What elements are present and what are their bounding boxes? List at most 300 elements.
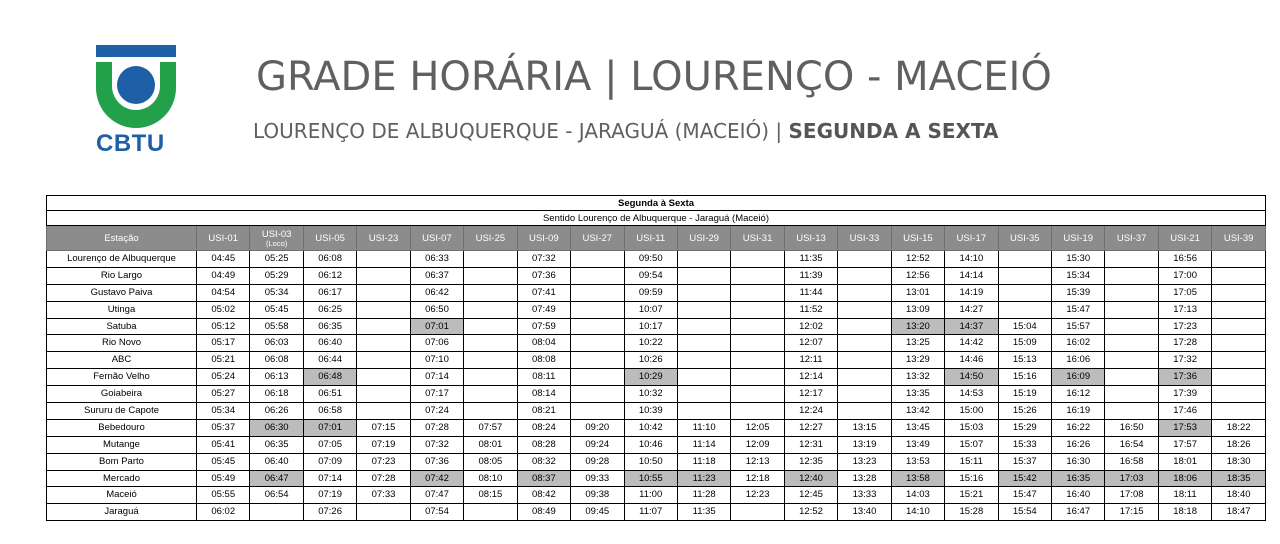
time-cell: 08:15 <box>464 487 517 504</box>
time-cell: 09:38 <box>571 487 624 504</box>
time-cell <box>677 335 730 352</box>
time-cell: 12:23 <box>731 487 784 504</box>
time-cell: 12:40 <box>784 470 837 487</box>
time-cell: 12:09 <box>731 436 784 453</box>
time-cell: 07:49 <box>517 301 570 318</box>
time-cell <box>1105 335 1158 352</box>
time-cell: 07:47 <box>410 487 463 504</box>
time-cell: 15:07 <box>945 436 998 453</box>
time-cell: 16:30 <box>1052 453 1105 470</box>
train-header <box>1105 226 1158 251</box>
table-row <box>47 352 1266 369</box>
time-cell: 16:06 <box>1052 352 1105 369</box>
table-row <box>47 386 1266 403</box>
time-cell: 08:42 <box>517 487 570 504</box>
time-cell: 16:12 <box>1052 386 1105 403</box>
time-cell: 06:48 <box>303 369 356 386</box>
time-cell <box>464 284 517 301</box>
time-cell: 12:52 <box>784 504 837 521</box>
time-cell: 12:13 <box>731 453 784 470</box>
time-cell <box>464 352 517 369</box>
time-cell: 12:14 <box>784 369 837 386</box>
station-header: Estação <box>47 226 197 251</box>
time-cell: 16:58 <box>1105 453 1158 470</box>
time-cell: 11:14 <box>677 436 730 453</box>
time-cell <box>731 301 784 318</box>
time-cell: 12:05 <box>731 419 784 436</box>
time-cell: 16:09 <box>1052 369 1105 386</box>
time-cell: 07:14 <box>303 470 356 487</box>
time-cell <box>998 301 1051 318</box>
time-cell: 15:16 <box>945 470 998 487</box>
train-header <box>1212 226 1266 251</box>
time-cell: 07:26 <box>303 504 356 521</box>
time-cell <box>464 301 517 318</box>
time-cell <box>571 352 624 369</box>
time-cell: 14:50 <box>945 369 998 386</box>
time-cell: 05:45 <box>197 453 250 470</box>
time-cell: 14:10 <box>891 504 944 521</box>
time-cell: 08:14 <box>517 386 570 403</box>
time-cell: 12:02 <box>784 318 837 335</box>
time-cell: 11:00 <box>624 487 677 504</box>
time-cell: 11:18 <box>677 453 730 470</box>
time-cell: 06:42 <box>410 284 463 301</box>
time-cell: 06:33 <box>410 251 463 268</box>
time-cell: 12:07 <box>784 335 837 352</box>
train-header <box>784 226 837 251</box>
time-cell: 11:39 <box>784 267 837 284</box>
time-cell: 12:27 <box>784 419 837 436</box>
time-cell: 08:01 <box>464 436 517 453</box>
time-cell: 13:15 <box>838 419 891 436</box>
time-cell: 18:40 <box>1212 487 1266 504</box>
table-row <box>47 419 1266 436</box>
time-cell: 05:45 <box>250 301 303 318</box>
station-name: Rio Novo <box>47 335 197 352</box>
time-cell: 16:35 <box>1052 470 1105 487</box>
time-cell <box>998 251 1051 268</box>
time-cell: 15:13 <box>998 352 1051 369</box>
time-cell <box>357 335 410 352</box>
table-row <box>47 504 1266 521</box>
time-cell <box>357 386 410 403</box>
time-cell <box>1212 301 1266 318</box>
time-cell: 12:18 <box>731 470 784 487</box>
time-cell: 18:11 <box>1158 487 1211 504</box>
time-cell <box>838 369 891 386</box>
time-cell: 14:10 <box>945 251 998 268</box>
time-cell <box>677 251 730 268</box>
time-cell: 14:27 <box>945 301 998 318</box>
time-cell: 08:32 <box>517 453 570 470</box>
time-cell: 09:33 <box>571 470 624 487</box>
time-cell <box>838 301 891 318</box>
time-cell: 09:45 <box>571 504 624 521</box>
table-row <box>47 318 1266 335</box>
time-cell: 16:22 <box>1052 419 1105 436</box>
time-cell <box>1105 318 1158 335</box>
header-row <box>47 226 1266 251</box>
time-cell <box>464 335 517 352</box>
table-row <box>47 267 1266 284</box>
time-cell: 15:34 <box>1052 267 1105 284</box>
time-cell: 13:49 <box>891 436 944 453</box>
time-cell <box>1212 251 1266 268</box>
time-cell: 10:55 <box>624 470 677 487</box>
time-cell: 10:29 <box>624 369 677 386</box>
time-cell <box>998 267 1051 284</box>
train-label: USI-29 <box>689 232 719 244</box>
time-cell: 10:46 <box>624 436 677 453</box>
train-label: USI-21 <box>1170 232 1200 244</box>
time-cell: 04:54 <box>197 284 250 301</box>
table-row <box>47 251 1266 268</box>
time-cell: 05:12 <box>197 318 250 335</box>
time-cell: 07:23 <box>357 453 410 470</box>
train-header <box>624 226 677 251</box>
time-cell: 06:17 <box>303 284 356 301</box>
time-cell: 17:36 <box>1158 369 1211 386</box>
time-cell: 15:03 <box>945 419 998 436</box>
time-cell: 16:40 <box>1052 487 1105 504</box>
time-cell: 17:53 <box>1158 419 1211 436</box>
time-cell: 10:50 <box>624 453 677 470</box>
time-cell <box>1105 301 1158 318</box>
time-cell: 07:24 <box>410 403 463 420</box>
train-label: USI-01 <box>208 232 238 244</box>
time-cell <box>571 386 624 403</box>
time-cell: 06:25 <box>303 301 356 318</box>
time-cell: 13:40 <box>838 504 891 521</box>
train-label: USI-39 <box>1223 232 1254 244</box>
time-cell <box>357 504 410 521</box>
time-cell: 15:33 <box>998 436 1051 453</box>
table-row <box>47 453 1266 470</box>
time-cell: 17:08 <box>1105 487 1158 504</box>
time-cell: 13:25 <box>891 335 944 352</box>
time-cell: 08:49 <box>517 504 570 521</box>
time-cell <box>1212 335 1266 352</box>
time-cell <box>838 352 891 369</box>
train-header <box>357 226 410 251</box>
time-cell: 18:06 <box>1158 470 1211 487</box>
time-cell <box>677 267 730 284</box>
time-cell: 16:50 <box>1105 419 1158 436</box>
timetable <box>46 195 1266 521</box>
train-label: USI-25 <box>475 232 506 244</box>
time-cell: 11:35 <box>677 504 730 521</box>
time-cell: 11:23 <box>677 470 730 487</box>
time-cell: 15:21 <box>945 487 998 504</box>
train-header <box>517 226 570 251</box>
time-cell <box>677 301 730 318</box>
time-cell: 13:29 <box>891 352 944 369</box>
time-cell: 14:14 <box>945 267 998 284</box>
station-name: Gustavo Paiva <box>47 284 197 301</box>
time-cell: 06:30 <box>250 419 303 436</box>
time-cell <box>1105 386 1158 403</box>
train-header <box>677 226 730 251</box>
time-cell <box>357 352 410 369</box>
time-cell: 13:58 <box>891 470 944 487</box>
time-cell <box>464 369 517 386</box>
time-cell <box>571 335 624 352</box>
time-cell: 07:54 <box>410 504 463 521</box>
time-cell <box>677 369 730 386</box>
time-cell <box>1105 284 1158 301</box>
time-cell: 07:01 <box>303 419 356 436</box>
time-cell <box>677 352 730 369</box>
time-cell: 07:32 <box>517 251 570 268</box>
time-cell: 09:59 <box>624 284 677 301</box>
time-cell: 07:05 <box>303 436 356 453</box>
time-cell: 05:34 <box>197 403 250 420</box>
time-cell: 09:20 <box>571 419 624 436</box>
time-cell: 05:17 <box>197 335 250 352</box>
time-cell: 10:32 <box>624 386 677 403</box>
time-cell: 05:25 <box>250 251 303 268</box>
time-cell <box>1105 267 1158 284</box>
time-cell: 15:09 <box>998 335 1051 352</box>
time-cell: 05:21 <box>197 352 250 369</box>
time-cell: 10:22 <box>624 335 677 352</box>
time-cell <box>731 251 784 268</box>
time-cell: 06:44 <box>303 352 356 369</box>
table-row <box>47 335 1266 352</box>
station-name: Lourenço de Albuquerque <box>47 251 197 268</box>
time-cell: 08:28 <box>517 436 570 453</box>
station-name: ABC <box>47 352 197 369</box>
time-cell: 17:23 <box>1158 318 1211 335</box>
time-cell: 07:01 <box>410 318 463 335</box>
time-cell: 11:35 <box>784 251 837 268</box>
time-cell: 06:03 <box>250 335 303 352</box>
time-cell <box>571 403 624 420</box>
time-cell: 07:19 <box>303 487 356 504</box>
time-cell <box>464 318 517 335</box>
subtitle-days: SEGUNDA A SEXTA <box>788 119 999 143</box>
train-label: USI-13 <box>796 232 826 244</box>
time-cell: 14:53 <box>945 386 998 403</box>
time-cell: 15:04 <box>998 318 1051 335</box>
time-cell: 17:46 <box>1158 403 1211 420</box>
time-cell: 05:37 <box>197 419 250 436</box>
time-cell: 06:54 <box>250 487 303 504</box>
train-label: USI-23 <box>368 232 399 244</box>
time-cell: 18:35 <box>1212 470 1266 487</box>
station-name: Jaraguá <box>47 504 197 521</box>
page-title: GRADE HORÁRIA | LOURENÇO - MACEIÓ <box>256 54 1052 100</box>
time-cell: 15:54 <box>998 504 1051 521</box>
time-cell <box>571 284 624 301</box>
time-cell: 07:17 <box>410 386 463 403</box>
train-header <box>731 226 784 251</box>
station-name: Fernão Velho <box>47 369 197 386</box>
time-cell: 18:22 <box>1212 419 1266 436</box>
time-cell: 07:10 <box>410 352 463 369</box>
time-cell: 06:02 <box>197 504 250 521</box>
time-cell: 11:44 <box>784 284 837 301</box>
time-cell <box>838 386 891 403</box>
time-cell: 14:46 <box>945 352 998 369</box>
time-cell: 06:35 <box>250 436 303 453</box>
train-label: USI-17 <box>956 232 987 244</box>
time-cell: 17:32 <box>1158 352 1211 369</box>
table-row <box>47 284 1266 301</box>
time-cell: 12:24 <box>784 403 837 420</box>
time-cell <box>357 284 410 301</box>
time-cell: 15:19 <box>998 386 1051 403</box>
time-cell: 04:49 <box>197 267 250 284</box>
time-cell: 08:11 <box>517 369 570 386</box>
time-cell: 15:47 <box>998 487 1051 504</box>
time-cell: 12:17 <box>784 386 837 403</box>
time-cell <box>357 267 410 284</box>
time-cell: 05:41 <box>197 436 250 453</box>
time-cell: 18:26 <box>1212 436 1266 453</box>
time-cell: 08:21 <box>517 403 570 420</box>
time-cell: 11:07 <box>624 504 677 521</box>
time-cell <box>1212 352 1266 369</box>
time-cell <box>1212 403 1266 420</box>
station-name: Mutange <box>47 436 197 453</box>
time-cell <box>1212 369 1266 386</box>
time-cell: 18:30 <box>1212 453 1266 470</box>
time-cell: 15:57 <box>1052 318 1105 335</box>
time-cell <box>677 284 730 301</box>
time-cell <box>731 267 784 284</box>
time-cell: 15:28 <box>945 504 998 521</box>
page-subtitle <box>253 119 999 143</box>
time-cell <box>731 504 784 521</box>
time-cell: 11:28 <box>677 487 730 504</box>
time-cell: 12:11 <box>784 352 837 369</box>
time-cell: 12:45 <box>784 487 837 504</box>
time-cell <box>571 369 624 386</box>
time-cell: 06:35 <box>303 318 356 335</box>
train-label: USI-05 <box>315 232 345 244</box>
time-cell: 15:26 <box>998 403 1051 420</box>
time-cell: 13:32 <box>891 369 944 386</box>
time-cell <box>1212 284 1266 301</box>
time-cell: 07:36 <box>410 453 463 470</box>
time-cell: 07:09 <box>303 453 356 470</box>
time-cell <box>731 335 784 352</box>
time-cell: 07:19 <box>357 436 410 453</box>
table-row <box>47 436 1266 453</box>
time-cell: 13:35 <box>891 386 944 403</box>
time-cell: 14:03 <box>891 487 944 504</box>
train-note: (Loco) <box>266 238 288 248</box>
time-cell <box>677 403 730 420</box>
time-cell: 05:34 <box>250 284 303 301</box>
time-cell <box>464 386 517 403</box>
time-cell: 15:37 <box>998 453 1051 470</box>
time-cell: 13:53 <box>891 453 944 470</box>
time-cell: 08:24 <box>517 419 570 436</box>
time-cell <box>357 301 410 318</box>
time-cell: 18:01 <box>1158 453 1211 470</box>
time-cell <box>464 403 517 420</box>
time-cell: 05:27 <box>197 386 250 403</box>
station-name: Utinga <box>47 301 197 318</box>
train-label: USI-37 <box>1116 232 1147 244</box>
time-cell: 10:42 <box>624 419 677 436</box>
time-cell: 06:40 <box>250 453 303 470</box>
time-cell: 04:45 <box>197 251 250 268</box>
time-cell: 10:07 <box>624 301 677 318</box>
time-cell: 06:50 <box>410 301 463 318</box>
logo-text: CBTU <box>96 130 165 157</box>
time-cell <box>998 284 1051 301</box>
time-cell: 16:26 <box>1052 436 1105 453</box>
table-row <box>47 487 1266 504</box>
time-cell: 15:16 <box>998 369 1051 386</box>
time-cell <box>838 403 891 420</box>
train-label: USI-03 <box>261 228 292 240</box>
time-cell: 07:42 <box>410 470 463 487</box>
time-cell: 14:37 <box>945 318 998 335</box>
time-cell: 07:59 <box>517 318 570 335</box>
time-cell: 11:10 <box>677 419 730 436</box>
time-cell: 14:19 <box>945 284 998 301</box>
time-cell: 18:47 <box>1212 504 1266 521</box>
time-cell: 09:24 <box>571 436 624 453</box>
time-cell: 14:42 <box>945 335 998 352</box>
train-label: USI-31 <box>742 232 773 244</box>
time-cell: 12:35 <box>784 453 837 470</box>
time-cell: 16:19 <box>1052 403 1105 420</box>
train-label: USI-07 <box>422 232 452 244</box>
time-cell: 05:49 <box>197 470 250 487</box>
time-cell <box>464 251 517 268</box>
time-cell: 08:10 <box>464 470 517 487</box>
time-cell: 07:57 <box>464 419 517 436</box>
time-cell <box>250 504 303 521</box>
station-name: Goiabeira <box>47 386 197 403</box>
time-cell <box>1105 352 1158 369</box>
time-cell: 13:28 <box>838 470 891 487</box>
station-name: Sururu de Capote <box>47 403 197 420</box>
time-cell <box>1105 403 1158 420</box>
time-cell: 07:14 <box>410 369 463 386</box>
time-cell: 12:52 <box>891 251 944 268</box>
station-name: Bom Parto <box>47 453 197 470</box>
time-cell <box>571 318 624 335</box>
time-cell: 07:36 <box>517 267 570 284</box>
time-cell: 05:02 <box>197 301 250 318</box>
time-cell: 15:11 <box>945 453 998 470</box>
time-cell: 13:33 <box>838 487 891 504</box>
time-cell: 17:28 <box>1158 335 1211 352</box>
time-cell <box>677 386 730 403</box>
time-cell: 08:37 <box>517 470 570 487</box>
time-cell <box>357 251 410 268</box>
time-cell: 08:04 <box>517 335 570 352</box>
table-row <box>47 369 1266 386</box>
time-cell: 09:28 <box>571 453 624 470</box>
time-cell: 17:00 <box>1158 267 1211 284</box>
time-cell <box>357 369 410 386</box>
time-cell: 15:30 <box>1052 251 1105 268</box>
time-cell: 06:47 <box>250 470 303 487</box>
time-cell: 15:00 <box>945 403 998 420</box>
time-cell: 12:31 <box>784 436 837 453</box>
train-header <box>998 226 1051 251</box>
train-header <box>464 226 517 251</box>
time-cell: 06:12 <box>303 267 356 284</box>
